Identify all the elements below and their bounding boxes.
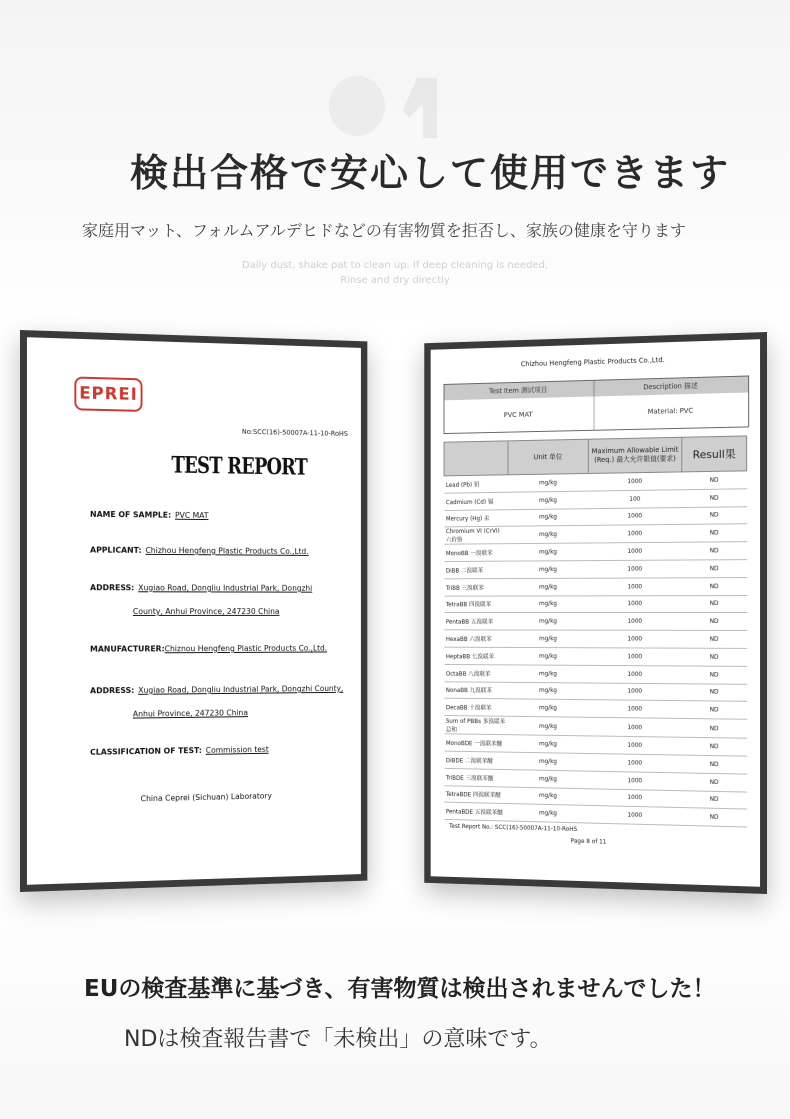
result-unit: mg/kg: [508, 578, 588, 596]
report-title: TEST REPORT: [171, 451, 308, 481]
result-value: ND: [682, 577, 747, 595]
result-unit: mg/kg: [508, 735, 588, 754]
footer-report-number: Test Report No.: SCC(16)-50007A-11-10-RoHS: [449, 822, 578, 834]
result-limit: 1000: [588, 700, 682, 719]
result-limit: 1000: [588, 525, 682, 543]
item-header: [444, 441, 508, 476]
result-item: DiBDE 二溴联苯醚: [444, 751, 508, 769]
manufacturer-label: MANUFACTURER:: [90, 644, 165, 654]
result-item: OctaBB 八溴联苯: [444, 664, 508, 682]
result-item: NonaBB 九溴联苯: [444, 681, 508, 699]
result-limit: 1000: [588, 665, 682, 683]
result-unit: mg/kg: [508, 508, 588, 526]
test-results-frame: [424, 332, 767, 894]
manufacturer-value: Chiznou Hengfeng Plastic Products Co.,Ltd.: [164, 643, 328, 654]
result-limit: 100: [588, 490, 682, 509]
result-value: ND: [682, 755, 747, 774]
result-unit: mg/kg: [508, 526, 588, 544]
page-number: Page 8 of 11: [570, 837, 607, 846]
results-header-row: [444, 436, 747, 476]
applicant-value: Chizhou Hengfeng Plastic Products Co.,Ltd.: [145, 545, 309, 556]
result-limit: 1000: [588, 648, 682, 666]
result-unit: mg/kg: [508, 491, 588, 509]
address-value-2: County, Anhui Province, 247230 China: [132, 607, 280, 616]
result-value: ND: [682, 773, 747, 792]
result-value: ND: [682, 595, 747, 613]
results-table: [444, 435, 748, 827]
result-value: ND: [682, 506, 747, 524]
section-number-graphic: [325, 74, 465, 138]
result-row: [444, 542, 747, 562]
address2-value-1: Xugiao Road, Dongliu Industrial Park, Dongzhi County,: [138, 684, 344, 695]
result-limit: 1000: [588, 717, 682, 737]
result-unit: mg/kg: [508, 613, 588, 630]
result-unit: mg/kg: [508, 699, 588, 717]
result-value: ND: [682, 542, 747, 560]
result-row: [444, 560, 747, 579]
result-item: TetraBDE 四溴联苯醚: [444, 785, 508, 804]
result-unit: mg/kg: [508, 561, 588, 579]
classification-field: [90, 745, 269, 757]
company-name: Chizhou Hengfeng Plastic Products Co.,Ltd.: [520, 356, 665, 369]
result-item: DiBB 二溴联苯: [444, 561, 508, 579]
result-unit: mg/kg: [508, 804, 588, 823]
result-item: Lead (Pb) 铅: [444, 475, 508, 493]
page-subtitle: 家庭用マット、フォルムアルデヒドなどの有害物質を拒否し、家族の健康を守ります: [82, 221, 686, 240]
result-row: [444, 595, 747, 613]
result-limit: 1000: [588, 736, 682, 755]
applicant-field: [90, 546, 309, 556]
result-value: ND: [682, 560, 747, 578]
result-row: [444, 647, 747, 666]
result-value: ND: [682, 524, 747, 542]
result-unit: mg/kg: [508, 787, 588, 806]
manufacturer-field: [90, 644, 327, 654]
result-item: MonoBB 一溴联苯: [444, 544, 508, 562]
result-unit: mg/kg: [508, 665, 588, 683]
result-value: ND: [682, 489, 747, 508]
result-item: PentaBDE 五溴联苯醚: [444, 802, 508, 821]
result-value: ND: [682, 648, 747, 666]
result-item: DecaBB 十溴联苯: [444, 699, 508, 717]
result-item: HeptaBB 七溴联苯: [444, 647, 508, 665]
result-limit: 1000: [588, 578, 682, 596]
classification-value: Commission test: [205, 744, 269, 755]
report-number: No:SCC(16)-50007A-11-10-RoHS: [241, 427, 348, 438]
test-report-cover-frame: [20, 330, 367, 892]
material-value: Material: PVC: [647, 406, 694, 416]
result-row: [444, 630, 747, 648]
result-limit: 1000: [588, 560, 682, 578]
address2-field: [90, 684, 343, 695]
applicant-label: APPLICANT:: [90, 545, 142, 555]
result-limit: 1000: [588, 472, 682, 491]
result-value: ND: [682, 683, 747, 701]
address2-value-2: Anhui Province, 247230 China: [132, 708, 248, 719]
eprei-logo: EPREI: [74, 376, 142, 411]
sample-label: NAME OF SAMPLE:: [90, 509, 172, 520]
result-row: [444, 577, 747, 595]
description-header: Description 描述: [643, 381, 698, 392]
result-item: TetraBB 四溴联苯: [444, 596, 508, 613]
result-value: ND: [682, 790, 747, 809]
results-body: [444, 471, 747, 827]
result-unit: mg/kg: [508, 473, 588, 492]
result-item: TriBB 三溴联苯: [444, 578, 508, 595]
result-item: Cadmium (Cd) 镉: [444, 492, 508, 510]
result-item: PentaBB 五溴联苯: [444, 613, 508, 630]
result-unit: mg/kg: [508, 682, 588, 700]
english-note-line-1: Daily dust, shake pat to clean up. If deep cleaning is needed,: [241, 260, 549, 271]
result-limit: 1000: [588, 630, 682, 648]
description-table: [444, 375, 750, 434]
result-value: ND: [682, 666, 747, 684]
english-note: [0, 258, 790, 288]
result-item: Sum of PBBs 多溴联苯总和: [444, 716, 508, 735]
result-unit: mg/kg: [508, 716, 588, 736]
result-unit: mg/kg: [508, 752, 588, 771]
address-value-1: Xugiao Road, Dongliu Industrial Park, Dongzhi: [138, 583, 313, 593]
description-value-row: [444, 392, 748, 433]
result-row: [444, 613, 747, 631]
result-value: ND: [682, 737, 747, 756]
address2-label: ADDRESS:: [90, 685, 135, 696]
result-limit: 1000: [588, 613, 682, 631]
result-limit: 1000: [588, 542, 682, 560]
result-limit: 1000: [588, 507, 682, 526]
result-item: TriBDE 三溴联苯醚: [444, 768, 508, 786]
laboratory-name: China Ceprei (Sichuan) Laboratory: [140, 791, 272, 804]
result-item: Chromium VI (CrVI) 六价铬: [444, 527, 508, 545]
result-limit: 1000: [588, 595, 682, 613]
result-unit: mg/kg: [508, 647, 588, 665]
sample-value: PVC MAT: [174, 510, 209, 521]
limit-header: Maximum Allowable Limit (Req.) 最大允许限值(要求): [588, 437, 682, 473]
result-item: HexaBB 六溴联苯: [444, 630, 508, 647]
test-item-header: Test Item 测试项目: [444, 381, 594, 401]
result-item: Mercury (Hg) 汞: [444, 509, 508, 527]
result-limit: 1000: [588, 753, 682, 772]
result-unit: mg/kg: [508, 630, 588, 648]
result-limit: 1000: [588, 788, 682, 808]
classification-label: CLASSIFICATION OF TEST:: [90, 746, 202, 757]
english-note-line-2: Rinse and dry directly: [340, 275, 450, 286]
sample-field: [90, 510, 208, 520]
unit-header: Unit 单位: [508, 439, 588, 475]
result-limit: 1000: [588, 683, 682, 701]
result-header: Resull果: [682, 436, 747, 472]
result-value: ND: [682, 630, 747, 648]
address-field: [90, 583, 312, 592]
result-value: ND: [682, 808, 747, 827]
result-value: ND: [682, 719, 747, 739]
result-unit: mg/kg: [508, 543, 588, 561]
page-title: 検出合格で安心して使用できます: [129, 151, 730, 195]
result-limit: 1000: [588, 771, 682, 790]
address-label: ADDRESS:: [90, 583, 135, 593]
conclusion-subtitle: NDは検査報告書で「未検出」の意味です。: [124, 1027, 552, 1052]
result-value: ND: [682, 613, 747, 631]
conclusion-title: EUの検査基準に基づき、有害物質は検出されませんでした！: [84, 976, 716, 1002]
result-value: ND: [682, 471, 747, 490]
result-item: MonoBDE 一溴联苯醚: [444, 734, 508, 752]
result-unit: mg/kg: [508, 595, 588, 612]
result-value: ND: [682, 701, 747, 719]
result-unit: mg/kg: [508, 769, 588, 788]
test-item-value: PVC MAT: [444, 396, 594, 433]
result-limit: 1000: [588, 806, 682, 826]
